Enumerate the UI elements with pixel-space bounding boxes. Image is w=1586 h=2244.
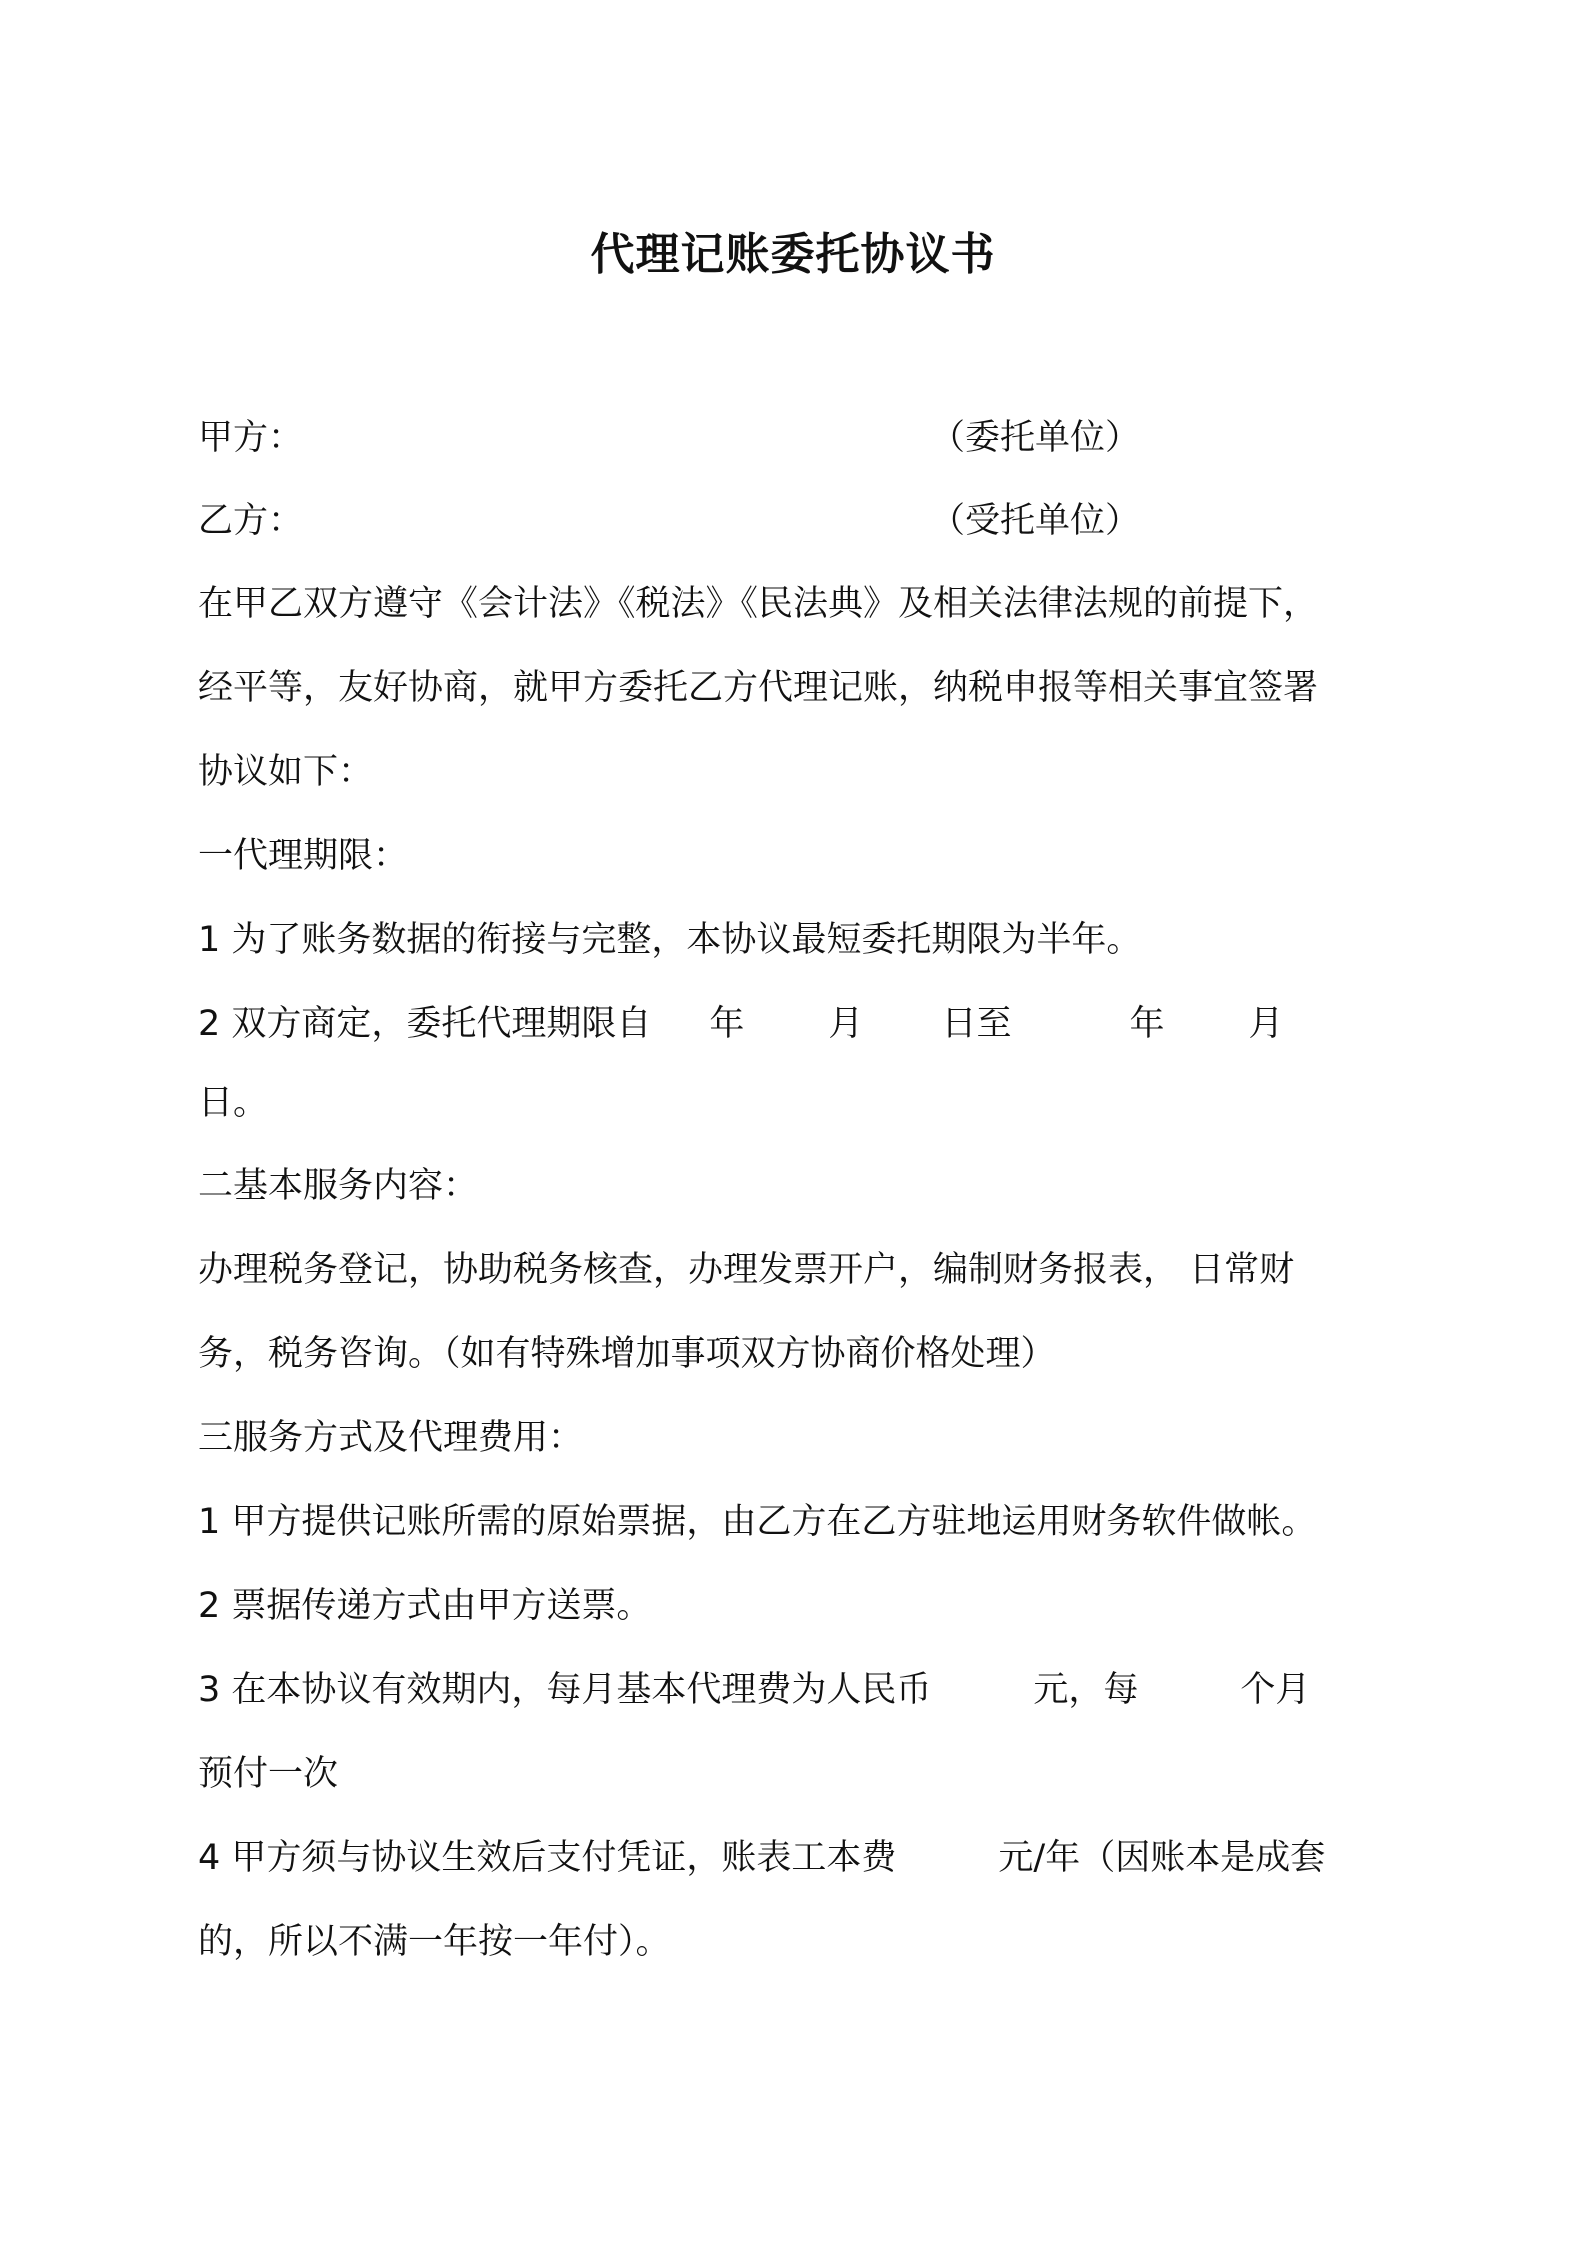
section-fees-heading: 三服务方式及代理费用： (198, 1418, 584, 1458)
fees-item-4-suffix: 元/年（因账本是成套 (998, 1838, 1326, 1878)
fees-item-3-prefix: 3 在本协议有效期内，每月基本代理费为人民币 (198, 1670, 932, 1710)
document-title: 代理记账委托协议书 (590, 229, 996, 280)
term-item-1: 1 为了账务数据的衔接与完整，本协议最短委托期限为半年。 (198, 920, 1142, 960)
party-a-note: （委托单位） (930, 418, 1141, 458)
fees-months: 个月 (1240, 1670, 1311, 1710)
fees-item-4-end: 的，所以不满一年按一年付）。 (198, 1922, 671, 1962)
term-month-1: 月 (828, 1004, 864, 1044)
fees-item-4 (198, 1834, 1398, 1882)
section-services-heading: 二基本服务内容： (198, 1166, 479, 1206)
services-line-1: 办理税务登记，协助税务核查，办理发票开户，编制财务报表， 日常财 (198, 1250, 1295, 1290)
services-line-2: 务，税务咨询。（如有特殊增加事项双方协商价格处理） (198, 1334, 1056, 1374)
term-item-2-prefix: 2 双方商定，委托代理期限自 (198, 1004, 652, 1044)
party-b-note: （受托单位） (930, 501, 1141, 541)
party-a-label: 甲方： (198, 418, 304, 458)
section-term-heading: 一代理期限： (198, 836, 409, 876)
fees-item-1: 1 甲方提供记账所需的原始票据，由乙方在乙方驻地运用财务软件做帐。 (198, 1502, 1317, 1542)
term-day-to: 日至 (941, 1004, 1012, 1044)
fees-item-2: 2 票据传递方式由甲方送票。 (198, 1586, 652, 1626)
fees-item-4-prefix: 4 甲方须与协议生效后支付凭证，账表工本费 (198, 1838, 897, 1878)
term-year-1: 年 (709, 1004, 745, 1044)
preamble-line-3: 协议如下： (198, 752, 374, 792)
fees-yuan-every: 元，每 (1033, 1670, 1139, 1710)
term-year-2: 年 (1129, 1004, 1165, 1044)
preamble-line-1: 在甲乙双方遵守《会计法》《税法》《民法典》及相关法律法规的前提下， (198, 584, 1319, 624)
preamble-line-2: 经平等，友好协商，就甲方委托乙方代理记账，纳税申报等相关事宜签署 (198, 668, 1319, 708)
fees-item-3 (198, 1666, 1398, 1714)
term-item-2-end: 日。 (198, 1083, 269, 1123)
party-b-label: 乙方： (198, 501, 304, 541)
term-item-2 (198, 1000, 1398, 1048)
term-month-2: 月 (1248, 1004, 1284, 1044)
fees-item-3-end: 预付一次 (198, 1754, 339, 1794)
